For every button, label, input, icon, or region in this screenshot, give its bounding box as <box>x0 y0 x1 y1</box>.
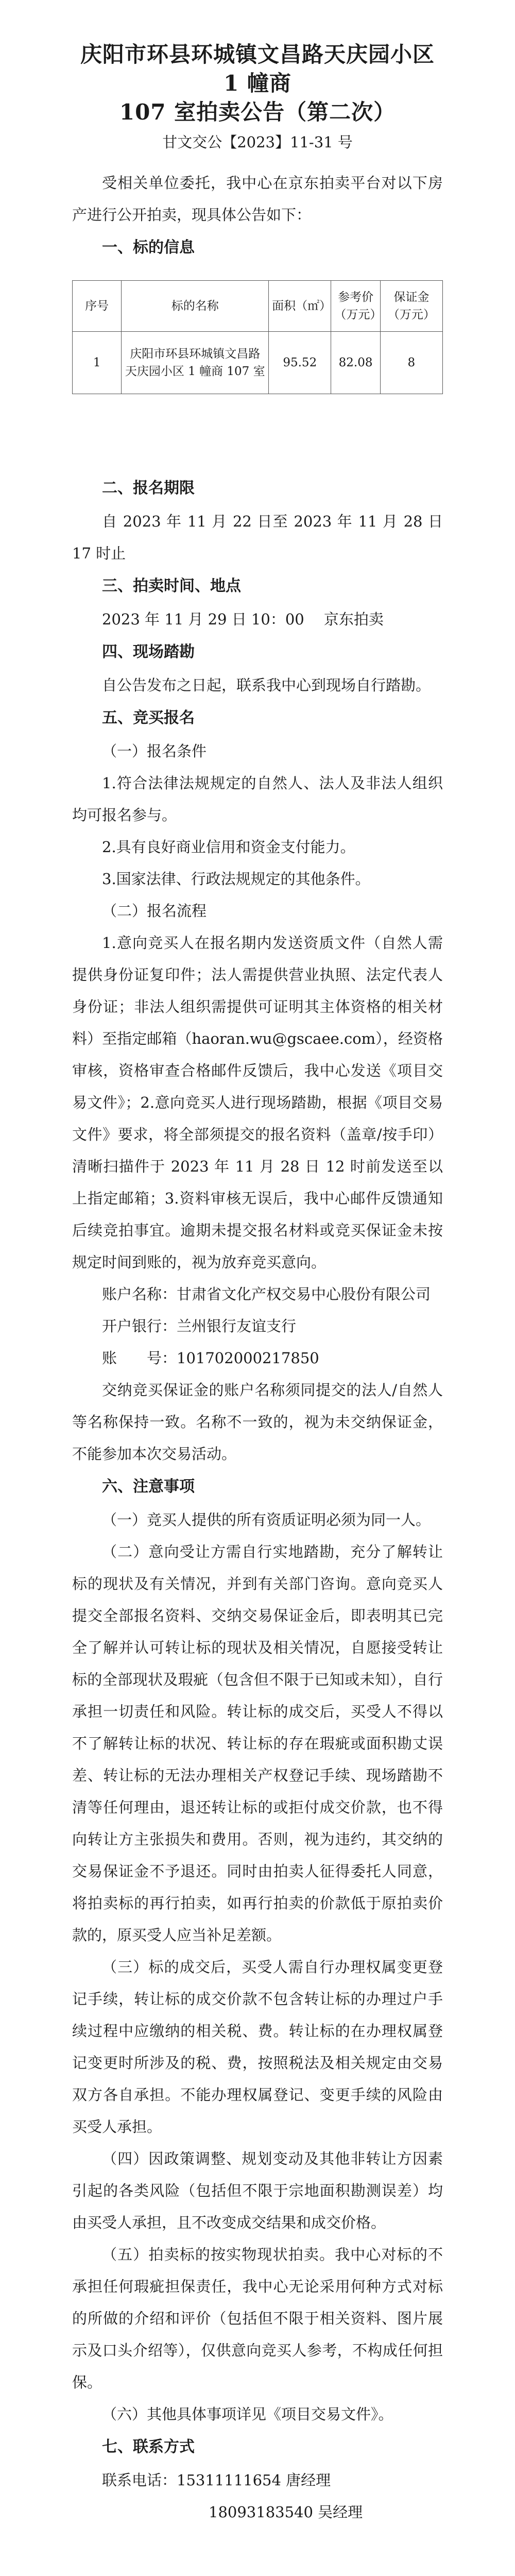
notice-item-4: （四）因政策调整、规划变动及其他非转让方因素引起的各类风险（包括但不限于宗地面积勘测误差）均由买受人承担，且不改变成交结果和成交价格。 <box>72 2150 443 2231</box>
document-number: 甘文交公【2023】11-31 号 <box>162 133 353 151</box>
notice-item-6: （六）其他具体事项详见《项目交易文件》。 <box>102 2405 393 2423</box>
header-deposit: 保证金（万元） <box>380 281 442 332</box>
notice-item-5: （五）拍卖标的按实物现状拍卖。我中心对标的不承担任何瑕疵担保责任，我中心无论采用何种方式对标的所做的介绍和评价（包括但不限于相关资料、图片展示及口头介绍等），仅供意向竞买人参考，不构成任何担保。 <box>72 2246 443 2391</box>
contact-phone-1: 联系电话：15311111654 唐经理 <box>102 2471 331 2489</box>
title-line-1: 庆阳市环县环城镇文昌路天庆园小区 1 幢商 <box>80 42 435 96</box>
section-3-heading: 三、拍卖时间、地点 <box>102 577 241 595</box>
section-5-heading: 五、竞买报名 <box>102 709 195 727</box>
bank-account-info <box>72 1278 443 1374</box>
section-5-sub-2: （二）报名流程 <box>102 902 207 920</box>
notice-item-1: （一）竞买人提供的所有资质证明必须为同一人。 <box>102 1511 431 1529</box>
cell-lot-name: 庆阳市环县环城镇文昌路天庆园小区 1 幢商 107 室 <box>122 332 269 394</box>
section-6-heading: 六、注意事项 <box>102 1478 195 1496</box>
account-bank: 开户银行：兰州银行友谊支行 <box>102 1317 297 1335</box>
contact-phone-2: 18093183540 吴经理 <box>209 2503 363 2521</box>
table-row <box>73 332 443 394</box>
intro-paragraph: 受相关单位委托，我中心在京东拍卖平台对以下房产进行公开拍卖，现具体公告如下： <box>72 174 443 224</box>
header-reference-price: 参考价（万元） <box>331 281 380 332</box>
lot-info-table <box>72 280 443 394</box>
table-header-row <box>73 281 443 332</box>
condition-item-1: 1.符合法律法规规定的自然人、法人及非法人组织均可报名参与。 <box>72 774 443 824</box>
header-area: 面积（㎡） <box>269 281 331 332</box>
cell-deposit: 8 <box>380 332 442 394</box>
section-2-heading: 二、报名期限 <box>102 479 195 497</box>
section-4-heading: 四、现场踏勘 <box>102 643 195 661</box>
condition-item-3: 3.国家法律、行政法规规定的其他条件。 <box>102 870 370 888</box>
cell-area: 95.52 <box>269 332 331 394</box>
header-seq: 序号 <box>73 281 122 332</box>
deposit-note: 交纳竞买保证金的账户名称须同提交的法人/自然人等名称保持一致。名称不一致的，视为未交纳保证金，不能参加本次交易活动。 <box>72 1381 443 1463</box>
section-2-text: 自 2023 年 11 月 22 日至 2023 年 11 月 28 日 17 时止 <box>72 513 443 562</box>
condition-item-2: 2.具有良好商业信用和资金支付能力。 <box>102 838 355 856</box>
cell-reference-price: 82.08 <box>331 332 380 394</box>
account-name: 账户名称：甘肃省文化产权交易中心股份有限公司 <box>102 1285 431 1303</box>
registration-process: 1.意向竞买人在报名期内发送资质文件（自然人需提供身份证复印件；法人需提供营业执照、法定代表人身份证；非法人组织需提供可证明其主体资格的相关材料）至指定邮箱（haoran.wu@gscaee.com），经资格审核，资格审查合格邮件反馈后，我中心发送《项目交易文件》；2.意向竞买人进行现场踏勘，根据《项目交易文件》要求，将全部须提交的报名资料（盖章/按手印）清晰扫描件于 2023 年 11 月 28 日 12 时前发送至以上指定邮箱；3.资料审核无误后，我中心邮件反馈通知后续竞拍事宜。逾期未提交报名材料或竞买保证金未按规定时间到账的，视为放弃竞买意向。 <box>72 934 443 1271</box>
title-line-2: 107 室拍卖公告（第二次） <box>119 99 396 125</box>
document-title <box>72 40 443 127</box>
account-number: 账 号：101702000217850 <box>102 1349 319 1367</box>
notice-item-2: （二）意向受让方需自行实地踏勘，充分了解转让标的现状及有关情况，并到有关部门咨询。意向竞买人提交全部报名资料、交纳交易保证金后，即表明其已完全了解并认可转让标的现状及相关情况，自愿接受转让标的全部现状及瑕疵（包含但不限于已知或未知），自行承担一切责任和风险。转让标的成交后，买受人不得以不了解转让标的状况、转让标的存在瑕疵或面积勘丈误差、转让标的无法办理相关产权登记手续、现场踏勘不清等任何理由，退还转让标的或拒付成交价款，也不得向转让方主张损失和费用。否则，视为违约，其交纳的交易保证金不予退还。同时由拍卖人征得委托人同意，将拍卖标的再行拍卖，如再行拍卖的价款低于原拍卖价款的，原买受人应当补足差额。 <box>72 1543 443 1944</box>
section-1-heading: 一、标的信息 <box>102 239 195 257</box>
cell-seq: 1 <box>73 332 122 394</box>
section-7-heading: 七、联系方式 <box>102 2438 195 2456</box>
section-4-text: 自公告发布之日起，联系我中心到现场自行踏勘。 <box>102 676 431 694</box>
header-lot-name: 标的名称 <box>122 281 269 332</box>
section-5-sub-1: （一）报名条件 <box>102 742 207 760</box>
notice-item-3: （三）标的成交后，买受人需自行办理权属变更登记手续，转让标的成交价款不包含转让标的办理过户手续过程中应缴纳的相关税、费。转让标的在办理权属登记变更时所涉及的税、费，按照税法及相关规定由交易双方各自承担。不能办理权属登记、变更手续的风险由买受人承担。 <box>72 1958 443 2136</box>
section-3-text: 2023 年 11 月 29 日 10：00 京东拍卖 <box>102 611 384 628</box>
